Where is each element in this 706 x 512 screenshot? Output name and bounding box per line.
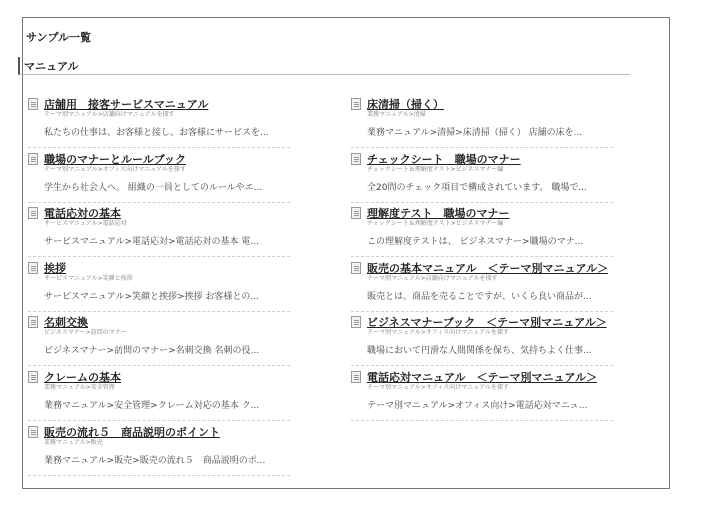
list-item — [351, 96, 613, 148]
item-title-link[interactable]: 床清掃（掃く） — [367, 98, 444, 111]
item-category-path: 業務マニュアル>販売 — [44, 438, 103, 446]
item-category-path: サービスマニュアル>笑顔と挨拶 — [44, 274, 133, 282]
list-item — [351, 151, 613, 203]
item-category-path: ビジネスマナー>訪問のマナー — [44, 329, 127, 337]
item-category-path: 業務マニュアル>安全管理 — [44, 383, 115, 391]
document-icon — [28, 262, 38, 274]
item-title-link[interactable]: 店舗用 接客サービスマニュアル — [44, 98, 209, 111]
item-title-link[interactable]: 販売の基本マニュアル ＜テーマ別マニュアル＞ — [367, 261, 609, 275]
document-icon — [28, 207, 38, 219]
item-title-link[interactable]: ビジネスマナーブック ＜テーマ別マニュアル＞ — [367, 316, 607, 330]
item-category-path: サービスマニュアル>電話応対 — [44, 220, 127, 228]
item-excerpt: 業務マニュアル>安全管理>クレーム対応の基本 ク... — [44, 400, 260, 411]
item-excerpt: この理解度テストは、 ビジネスマナー>職場のマナ... — [367, 237, 584, 248]
list-item — [351, 205, 613, 257]
list-item — [28, 424, 290, 476]
document-icon — [351, 98, 361, 110]
item-category-path: テーマ別マニュアル>オフィス向けマニュアルを探す — [367, 383, 509, 391]
section-header-bar — [18, 57, 630, 75]
item-excerpt: サービスマニュアル>電話応対>電話応対の基本 電... — [44, 237, 259, 248]
list-item — [351, 260, 613, 312]
item-title-link[interactable]: 電話応対の基本 — [44, 207, 121, 221]
item-category-path: テーマ別マニュアル>店舗向けマニュアルを探す — [367, 274, 498, 282]
item-category-path: 業務マニュアル>清掃 — [367, 111, 426, 118]
item-excerpt: ビジネスマナー>訪問のマナー>名刺交換 名刺の役... — [44, 346, 260, 357]
item-category-path: チェックシート＆理解度テスト>ビジネスマナー編 — [367, 220, 504, 228]
list-item — [28, 260, 290, 312]
document-icon — [28, 153, 38, 165]
item-excerpt: 販売とは、商品を売ることですが、いくら良い商品が... — [367, 291, 592, 302]
item-title-link[interactable]: 名刺交換 — [44, 316, 88, 330]
item-category-path: テーマ別マニュアル>オフィス向けマニュアルを探す — [44, 165, 186, 173]
left-column — [28, 96, 290, 478]
item-category-path: テーマ別マニュアル>店舗向けマニュアルを探す — [44, 111, 175, 118]
item-excerpt: 私たちの仕事は、お客様と接し、お客様にサービスを... — [44, 128, 269, 138]
document-icon — [351, 316, 361, 328]
item-excerpt: 学生から社会人へ。 組織の一員としてのルールやエ... — [44, 182, 263, 193]
item-excerpt: 業務マニュアル>清掃>床清掃（掃く） 店舗の床を... — [367, 128, 583, 138]
page-title: サンプル一覧 — [26, 31, 92, 44]
item-excerpt: 全20問のチェック項目で構成されています。 職場で... — [367, 182, 587, 193]
list-item — [28, 314, 290, 366]
list-item — [28, 96, 290, 148]
item-excerpt: サービスマニュアル>笑顔と挨拶>挨拶 お客様との... — [44, 291, 259, 302]
section-title: マニュアル — [24, 60, 79, 73]
document-icon — [351, 207, 361, 219]
item-excerpt: 職場において円滑な人間関係を保ち、気持ちよく仕事... — [367, 346, 592, 357]
item-category-path: チェックシート＆理解度テスト>ビジネスマナー編 — [367, 165, 504, 173]
document-icon — [351, 262, 361, 274]
document-icon — [28, 371, 38, 383]
item-title-link[interactable]: クレームの基本 — [44, 370, 121, 384]
item-title-link[interactable]: 電話応対マニュアル ＜テーマ別マニュアル＞ — [367, 370, 598, 384]
list-item — [351, 369, 613, 421]
document-icon — [351, 371, 361, 383]
item-excerpt: テーマ別マニュアル>オフィス向け>電話応対マニュ... — [367, 400, 588, 411]
document-icon — [351, 153, 361, 165]
item-title-link[interactable]: 理解度テスト 職場のマナー — [367, 207, 510, 221]
item-title-link[interactable]: チェックシート 職場のマナー — [367, 152, 521, 166]
document-icon — [28, 98, 38, 110]
item-title-link[interactable]: 販売の流れ５ 商品説明のポイント — [44, 425, 220, 439]
list-item — [28, 369, 290, 421]
item-category-path: テーマ別マニュアル>オフィス向けマニュアルを探す — [367, 329, 509, 337]
list-item — [28, 151, 290, 203]
right-column — [351, 96, 613, 424]
list-item — [351, 314, 613, 366]
list-item — [28, 205, 290, 257]
item-excerpt: 業務マニュアル>販売>販売の流れ５ 商品説明のポ... — [44, 455, 266, 466]
document-icon — [28, 316, 38, 328]
item-title-link[interactable]: 挨拶 — [44, 261, 66, 275]
item-title-link[interactable]: 職場のマナーとルールブック — [44, 152, 187, 166]
document-icon — [28, 426, 38, 438]
